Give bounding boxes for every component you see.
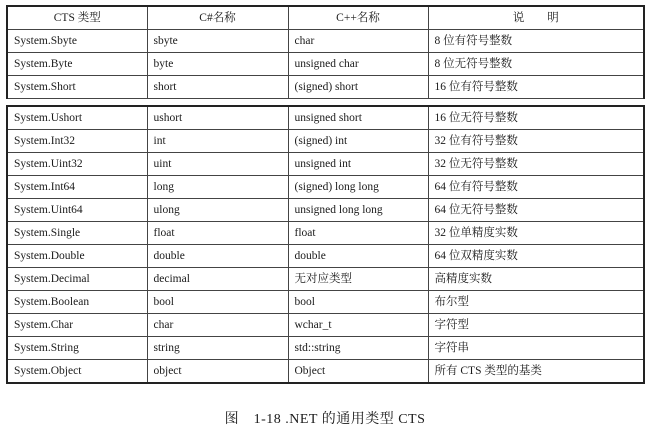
cell-cts-type: System.Short — [7, 76, 147, 99]
cell-csharp-name: char — [147, 314, 288, 337]
table-row — [7, 360, 644, 384]
cell-cpp-name: bool — [288, 291, 428, 314]
cell-cts-type: System.Single — [7, 222, 147, 245]
table-row — [7, 153, 644, 176]
cell-cts-type: System.Int64 — [7, 176, 147, 199]
cell-cpp-name: (signed) long long — [288, 176, 428, 199]
header-cts-type: CTS 类型 — [7, 6, 147, 30]
cell-description: 8 位无符号整数 — [428, 53, 644, 76]
cell-description: 64 位无符号整数 — [428, 199, 644, 222]
cell-csharp-name: sbyte — [147, 30, 288, 53]
table-row — [7, 106, 644, 130]
table-row — [7, 245, 644, 268]
table-row — [7, 199, 644, 222]
cell-csharp-name: object — [147, 360, 288, 384]
cell-description: 32 位单精度实数 — [428, 222, 644, 245]
cts-table-top — [6, 5, 645, 99]
cell-description: 64 位双精度实数 — [428, 245, 644, 268]
cell-csharp-name: string — [147, 337, 288, 360]
table-row — [7, 30, 644, 53]
cell-description: 16 位无符号整数 — [428, 106, 644, 130]
cell-cts-type: System.Boolean — [7, 291, 147, 314]
cell-cpp-name: char — [288, 30, 428, 53]
cell-description: 字符型 — [428, 314, 644, 337]
table-header-row — [7, 6, 644, 30]
cell-cpp-name: std::string — [288, 337, 428, 360]
cell-description: 32 位无符号整数 — [428, 153, 644, 176]
cell-cts-type: System.Byte — [7, 53, 147, 76]
table-row — [7, 130, 644, 153]
cell-description: 高精度实数 — [428, 268, 644, 291]
cell-csharp-name: ulong — [147, 199, 288, 222]
cell-csharp-name: byte — [147, 53, 288, 76]
cell-csharp-name: long — [147, 176, 288, 199]
cell-description: 16 位有符号整数 — [428, 76, 644, 99]
table-row — [7, 222, 644, 245]
cell-cts-type: System.Char — [7, 314, 147, 337]
table-row — [7, 291, 644, 314]
cell-csharp-name: float — [147, 222, 288, 245]
cell-description: 64 位有符号整数 — [428, 176, 644, 199]
cell-description: 布尔型 — [428, 291, 644, 314]
table-row — [7, 76, 644, 99]
cell-cts-type: System.Object — [7, 360, 147, 384]
cell-csharp-name: double — [147, 245, 288, 268]
cell-cpp-name: unsigned int — [288, 153, 428, 176]
cell-csharp-name: ushort — [147, 106, 288, 130]
cell-cts-type: System.Sbyte — [7, 30, 147, 53]
figure-caption: 图 1-18 .NET 的通用类型 CTS — [224, 412, 426, 427]
table-row — [7, 314, 644, 337]
cell-csharp-name: short — [147, 76, 288, 99]
cell-cpp-name: double — [288, 245, 428, 268]
cts-table-bottom — [6, 105, 645, 384]
cell-cpp-name: Object — [288, 360, 428, 384]
cell-cpp-name: unsigned char — [288, 53, 428, 76]
cell-cts-type: System.Int32 — [7, 130, 147, 153]
header-cpp-name: C++名称 — [288, 6, 428, 30]
cell-csharp-name: int — [147, 130, 288, 153]
cell-description: 所有 CTS 类型的基类 — [428, 360, 644, 384]
cell-cpp-name: (signed) int — [288, 130, 428, 153]
cell-cpp-name: float — [288, 222, 428, 245]
table-row — [7, 176, 644, 199]
cell-cpp-name: (signed) short — [288, 76, 428, 99]
header-csharp-name: C#名称 — [147, 6, 288, 30]
table-row — [7, 337, 644, 360]
cell-cts-type: System.Uint64 — [7, 199, 147, 222]
cell-cpp-name: unsigned long long — [288, 199, 428, 222]
cell-cts-type: System.Decimal — [7, 268, 147, 291]
table-row — [7, 53, 644, 76]
cell-description: 字符串 — [428, 337, 644, 360]
table-row — [7, 268, 644, 291]
cell-cts-type: System.String — [7, 337, 147, 360]
cell-description: 8 位有符号整数 — [428, 30, 644, 53]
cell-csharp-name: uint — [147, 153, 288, 176]
cell-cpp-name: wchar_t — [288, 314, 428, 337]
cell-cts-type: System.Uint32 — [7, 153, 147, 176]
cell-cpp-name: unsigned short — [288, 106, 428, 130]
cell-cts-type: System.Ushort — [7, 106, 147, 130]
cell-csharp-name: bool — [147, 291, 288, 314]
cell-description: 32 位有符号整数 — [428, 130, 644, 153]
cell-cpp-name: 无对应类型 — [288, 268, 428, 291]
cell-cts-type: System.Double — [7, 245, 147, 268]
cell-csharp-name: decimal — [147, 268, 288, 291]
header-description: 说 明 — [428, 6, 644, 30]
